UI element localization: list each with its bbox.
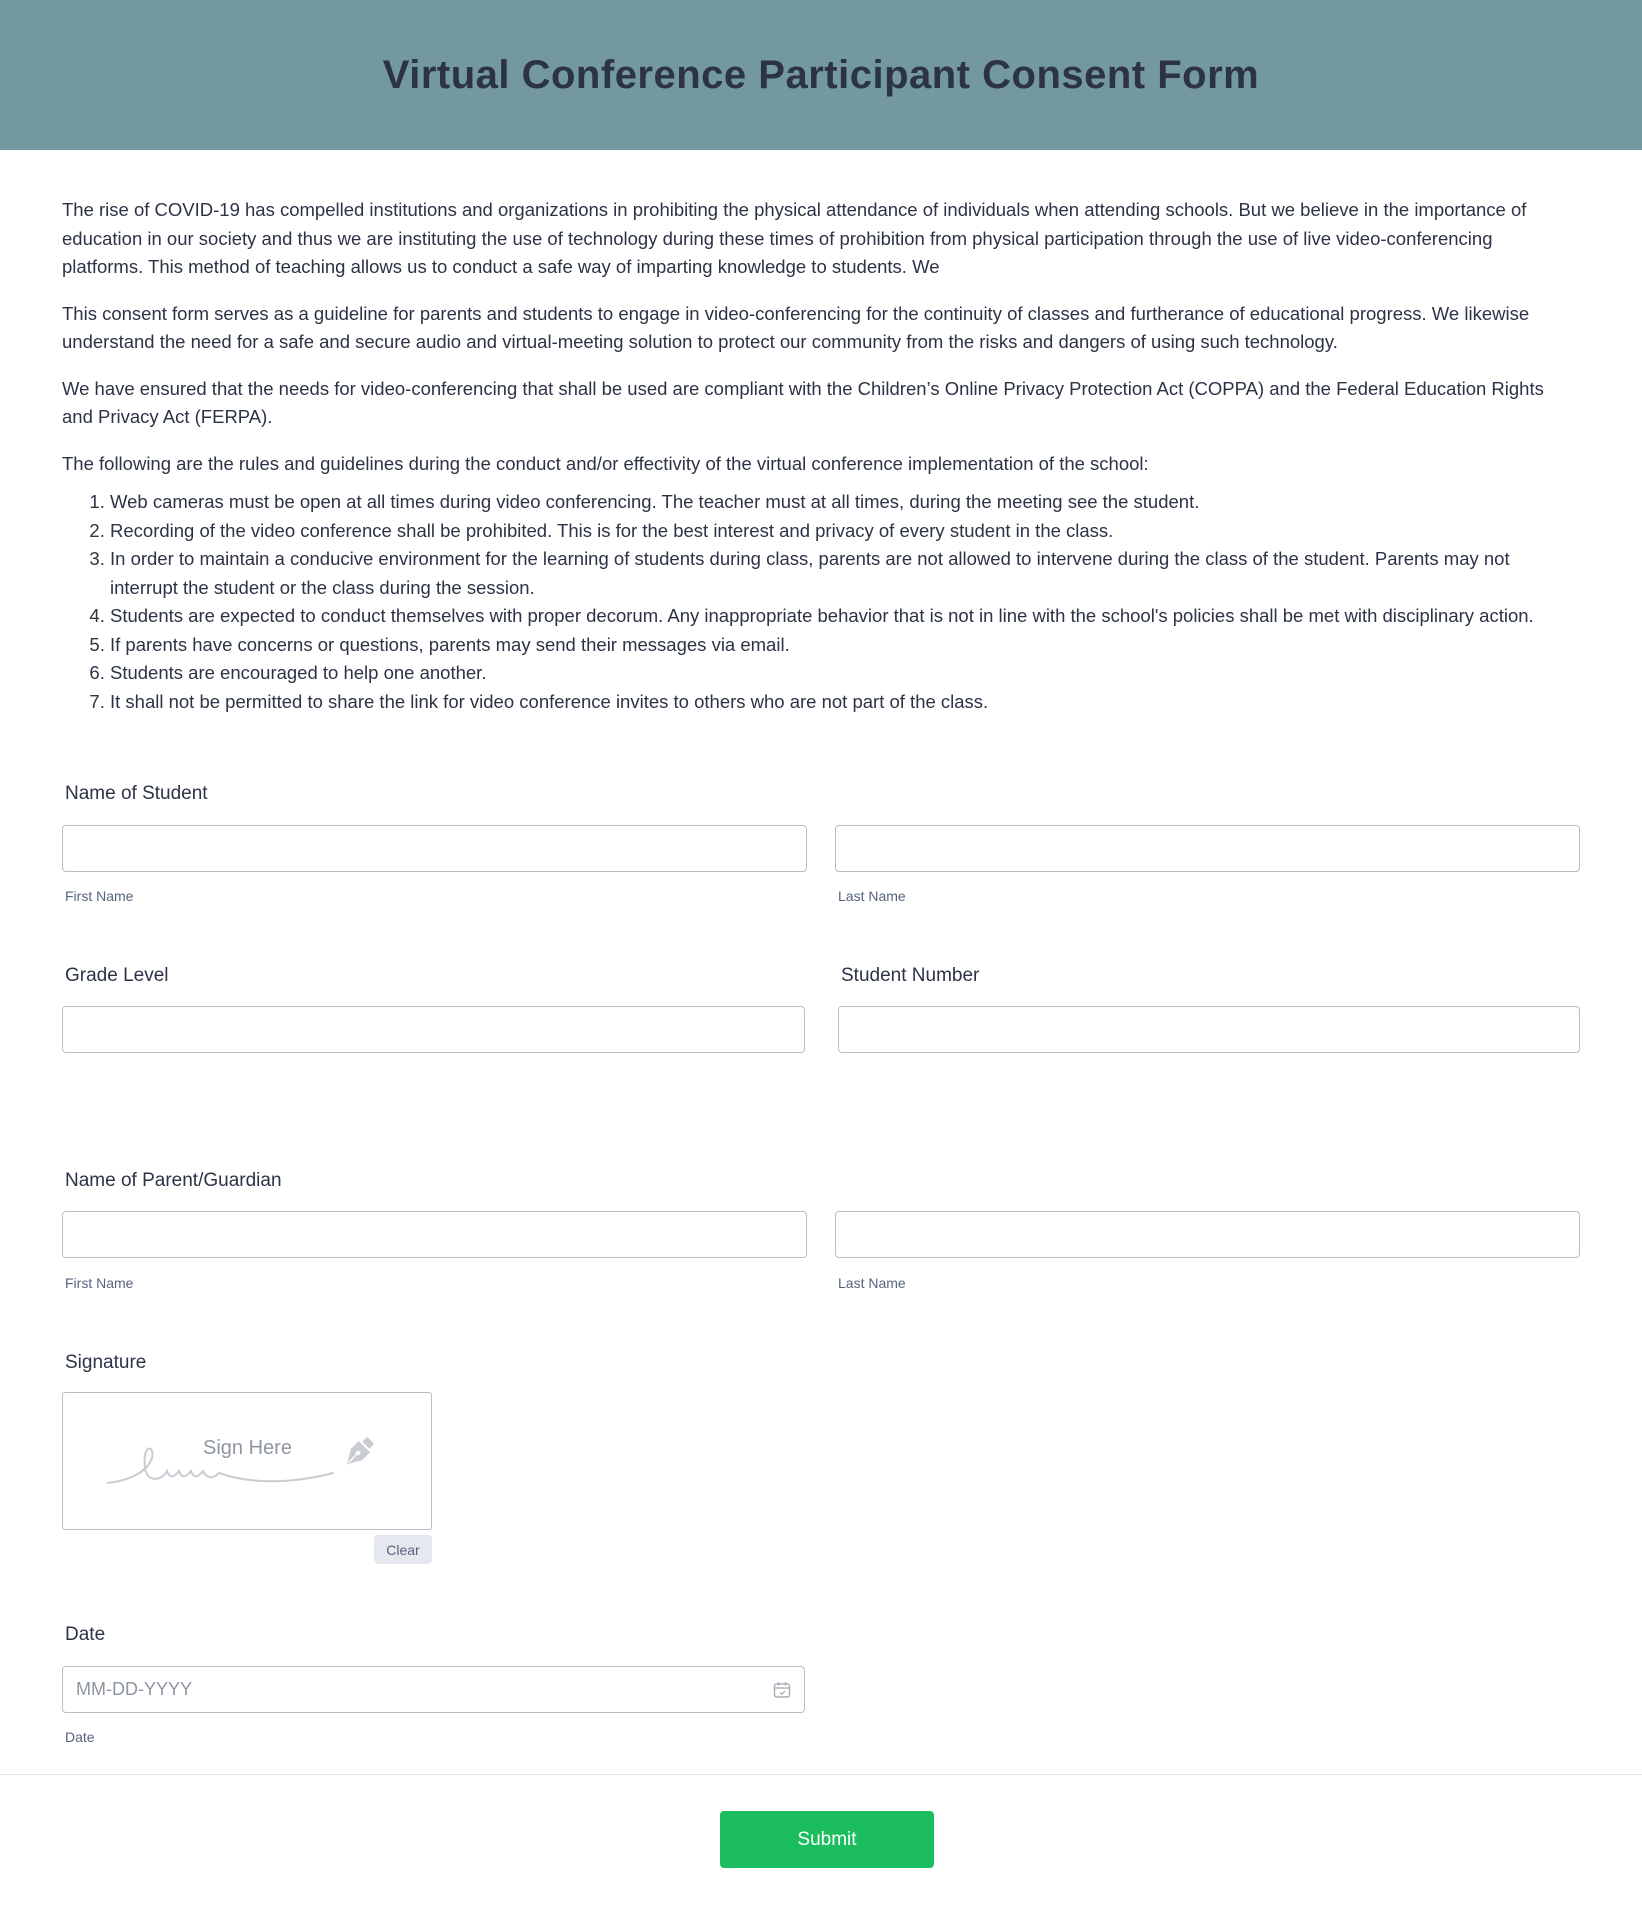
rule-item: 6. Students are encouraged to help one another. xyxy=(110,659,1562,688)
parent-first-name-sublabel: First Name xyxy=(65,1275,134,1291)
grade-level-label: Grade Level xyxy=(65,965,169,986)
signature-placeholder: Sign Here xyxy=(203,1437,292,1459)
student-name-label: Name of Student xyxy=(65,783,208,804)
student-first-name-input[interactable] xyxy=(62,825,807,872)
grade-level-input[interactable] xyxy=(62,1006,805,1053)
date-input[interactable] xyxy=(62,1666,805,1713)
pen-nib-icon xyxy=(338,1433,378,1473)
intro-paragraph: The rise of COVID-19 has compelled institutions and organizations in prohibiting the physical attendance of individuals when attending schools. But we believe in the importance of education in our society and thus we are instituting the use of technology during these times of prohibition from physical participation through the use of live video-conferencing platforms. This method of teaching allows us to conduct a safe way of imparting knowledge to students. We xyxy=(62,199,1527,277)
date-label: Date xyxy=(65,1624,106,1645)
intro-text xyxy=(62,196,1562,716)
rule-item: 2. Recording of the video conference shall be prohibited. This is for the best interest and privacy of every student in the class. xyxy=(110,517,1562,546)
rules-list xyxy=(62,488,1562,716)
form-header xyxy=(0,0,1642,150)
parent-first-name-input[interactable] xyxy=(62,1211,807,1258)
rule-item: 3. In order to maintain a conducive environment for the learning of students during class, parents are not allowed to intervene during the class of the student. Parents may not interrupt the student or the class during the session. xyxy=(110,545,1562,602)
rule-item: 4. Students are expected to conduct themselves with proper decorum. Any inappropriate behavior that is not in line with the school's policies shall be met with disciplinary action. xyxy=(110,602,1562,631)
student-number-input[interactable] xyxy=(838,1006,1580,1053)
student-first-name-sublabel: First Name xyxy=(65,888,134,904)
rule-item: 5. If parents have concerns or questions, parents may send their messages via email. xyxy=(110,631,1562,660)
intro-paragraph: We have ensured that the needs for video-conferencing that shall be used are compliant with the Children’s Online Privacy Protection Act (COPPA) and the Federal Education Rights and Privacy Act (FERPA). xyxy=(62,377,1544,427)
date-sublabel: Date xyxy=(65,1729,95,1745)
student-last-name-input[interactable] xyxy=(835,825,1580,872)
rule-item: 1. Web cameras must be open at all times during video conferencing. The teacher must at all times, during the meeting see the student. xyxy=(110,488,1562,517)
parent-last-name-sublabel: Last Name xyxy=(838,1275,906,1291)
parent-name-label: Name of Parent/Guardian xyxy=(65,1170,282,1191)
footer-divider xyxy=(0,1774,1642,1775)
clear-signature-button[interactable]: Clear xyxy=(374,1535,432,1564)
intro-paragraph: This consent form serves as a guideline for parents and students to engage in video-conferencing for the continuity of classes and furtherance of educational progress. We likewise understand the need for a safe and secure audio and virtual-meeting solution to protect our community from the risks and dangers of using such technology. xyxy=(62,302,1530,352)
student-number-label: Student Number xyxy=(841,965,980,986)
intro-paragraph: The following are the rules and guidelines during the conduct and/or effectivity of the virtual conference implementation of the school: xyxy=(62,452,1149,474)
rule-item: 7. It shall not be permitted to share the link for video conference invites to others who are not part of the class. xyxy=(110,688,1562,717)
signature-pad[interactable] xyxy=(62,1392,432,1530)
parent-last-name-input[interactable] xyxy=(835,1211,1580,1258)
submit-button[interactable]: Submit xyxy=(720,1811,934,1868)
student-last-name-sublabel: Last Name xyxy=(838,888,906,904)
signature-label: Signature xyxy=(65,1352,147,1373)
form-title: Virtual Conference Participant Consent Form xyxy=(382,52,1260,97)
calendar-icon[interactable] xyxy=(773,1681,791,1699)
